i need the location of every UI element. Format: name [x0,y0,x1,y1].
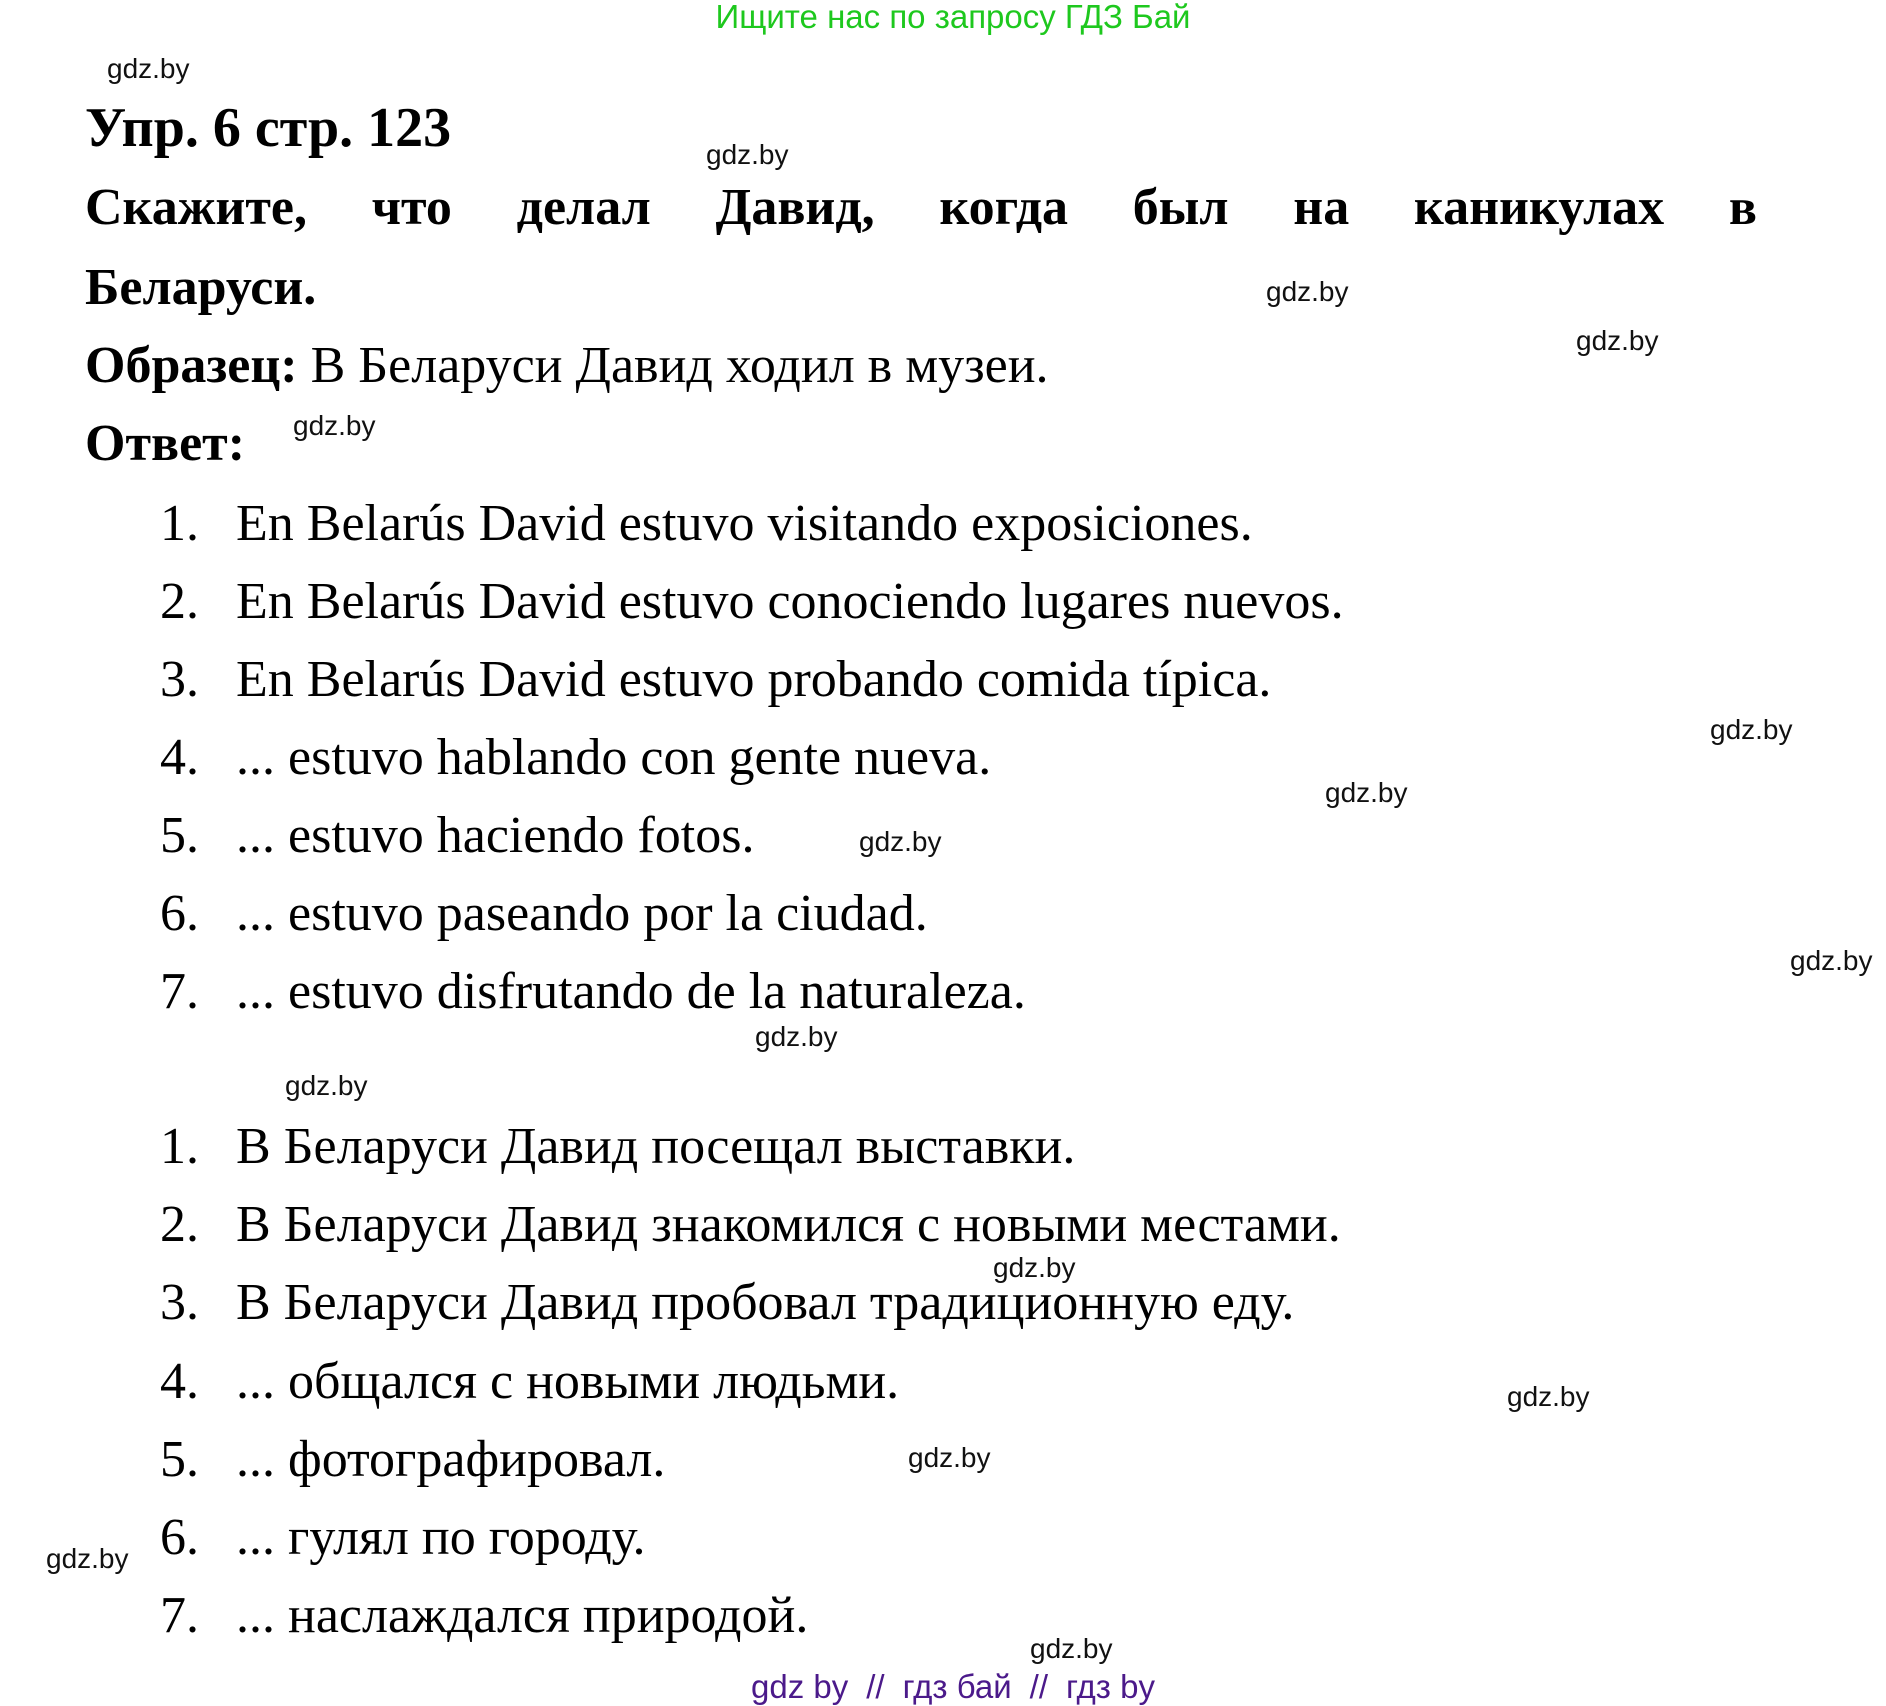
watermark: gdz.by [107,53,190,84]
footer-link-gdz-by-cyr[interactable]: гдз by [1066,1668,1155,1705]
item-text: ... наслаждался природой. [236,1587,809,1644]
item-text: В Беларуси Давид пробовал традиционную еду. [236,1274,1295,1331]
item-number: 3. [160,1274,199,1331]
instruction-word: на [1293,179,1350,236]
watermark: gdz.by [706,139,789,170]
item-number: 1. [160,495,199,552]
instruction-word: Скажите, [85,179,308,236]
item-number: 7. [160,1587,199,1644]
item-number: 2. [160,1196,199,1253]
instruction-word: что [371,179,452,236]
item-text: En Belarús David estuvo visitando exposiciones. [236,495,1253,552]
footer-separator: // [866,1668,885,1705]
item-text: ... фотографировал. [236,1431,666,1488]
watermark: gdz.by [1790,945,1873,976]
watermark: gdz.by [1325,777,1408,808]
instruction-word: когда [939,179,1069,236]
sample-text: В Беларуси Давид ходил в музеи. [297,337,1049,394]
watermark: gdz.by [1507,1381,1590,1412]
list-item [160,495,1253,552]
item-text: В Беларуси Давид знакомился с новыми местами. [236,1196,1341,1253]
watermark: gdz.by [859,826,942,857]
list-item [160,963,1026,1020]
search-hint-banner: Ищите нас по запросу ГДЗ Бай [715,0,1191,35]
item-text: ... гулял по городу. [236,1509,646,1566]
watermark: gdz.by [293,410,376,441]
watermark: gdz.by [908,1442,991,1473]
item-number: 3. [160,651,199,708]
list-item [160,1118,1076,1175]
item-text: В Беларуси Давид посещал выставки. [236,1118,1076,1175]
answer-label: Ответ: [85,415,246,472]
item-number: 1. [160,1118,199,1175]
item-text: ... estuvo haciendo fotos. [236,807,755,864]
item-text: ... estuvo disfrutando de la naturaleza. [236,963,1026,1020]
list-item [160,573,1344,630]
watermark: gdz.by [1030,1633,1113,1664]
list-item [160,1196,1341,1253]
instruction-word: делал [516,179,651,236]
list-item [160,1353,900,1410]
item-text: ... estuvo paseando por la ciudad. [236,885,928,942]
instruction-word: в [1728,179,1757,236]
item-number: 5. [160,1431,199,1488]
watermark: gdz.by [285,1070,368,1101]
item-number: 6. [160,1509,199,1566]
item-text: En Belarús David estuvo probando comida típica. [236,651,1272,708]
item-number: 5. [160,807,199,864]
list-item [160,651,1272,708]
footer-links [0,1668,1886,1706]
sample-line [85,337,1049,394]
list-item [160,807,755,864]
list-item [160,885,928,942]
list-item [160,1587,809,1644]
item-text: En Belarús David estuvo conociendo lugares nuevos. [236,573,1344,630]
instruction-line-2: Беларуси. [85,259,317,316]
list-item [160,1431,666,1488]
item-number: 4. [160,1353,199,1410]
watermark: gdz.by [1710,714,1793,745]
watermark: gdz.by [1576,325,1659,356]
instruction-word: Давид, [715,179,875,236]
footer-link-gdz-bai[interactable]: гдз бай [902,1668,1012,1705]
list-item [160,1509,646,1566]
list-item [160,729,992,786]
instruction-word: каникулах [1413,179,1665,236]
item-number: 4. [160,729,199,786]
item-number: 2. [160,573,199,630]
instruction-line-1 [85,179,1757,236]
item-number: 6. [160,885,199,942]
list-item [160,1274,1295,1331]
exercise-title: Упр. 6 стр. 123 [85,97,452,159]
watermark: gdz.by [1266,276,1349,307]
watermark: gdz.by [993,1252,1076,1283]
item-text: ... общался с новыми людьми. [236,1353,900,1410]
watermark: gdz.by [755,1021,838,1052]
footer-link-gdz-by[interactable]: gdz by [751,1668,849,1705]
item-text: ... estuvo hablando con gente nueva. [236,729,992,786]
watermark: gdz.by [46,1543,129,1574]
footer-separator: // [1029,1668,1048,1705]
sample-label: Образец: [85,337,298,394]
item-number: 7. [160,963,199,1020]
instruction-word: был [1132,179,1229,236]
